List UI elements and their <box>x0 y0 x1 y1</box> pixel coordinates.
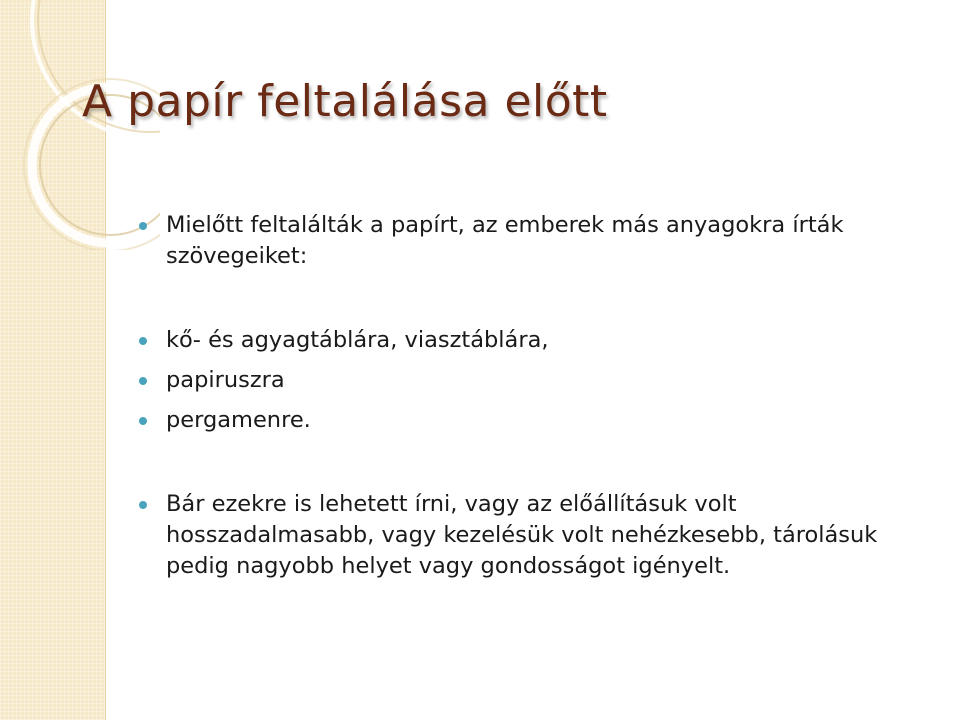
bullet-item <box>136 365 906 396</box>
bullet-text: kő- és agyagtáblára, viasztáblára, <box>166 327 549 353</box>
bullet-icon <box>139 501 147 509</box>
bullet-icon <box>139 337 147 345</box>
bullet-icon <box>139 417 147 425</box>
bullet-icon <box>139 222 147 230</box>
bullet-text: pergamenre. <box>166 407 311 433</box>
bullet-text: papiruszra <box>166 367 285 393</box>
bullet-item <box>136 489 906 582</box>
slide-title: A papír feltalálása előtt <box>82 76 608 127</box>
bullet-item <box>136 405 906 436</box>
bullet-item <box>136 210 906 272</box>
bullet-item <box>136 325 906 356</box>
bullet-list <box>136 210 906 582</box>
bullet-text: Bár ezekre is lehetett írni, vagy az előállításuk volt hosszadalmasabb, vagy kezelésük volt nehézkesebb, tárolásuk pedig nagyobb helyet vagy gondosságot igényelt. <box>166 491 878 579</box>
bullet-text: Mielőtt feltalálták a papírt, az emberek más anyagokra írták szövegeiket: <box>166 212 844 269</box>
bullet-icon <box>139 377 147 385</box>
